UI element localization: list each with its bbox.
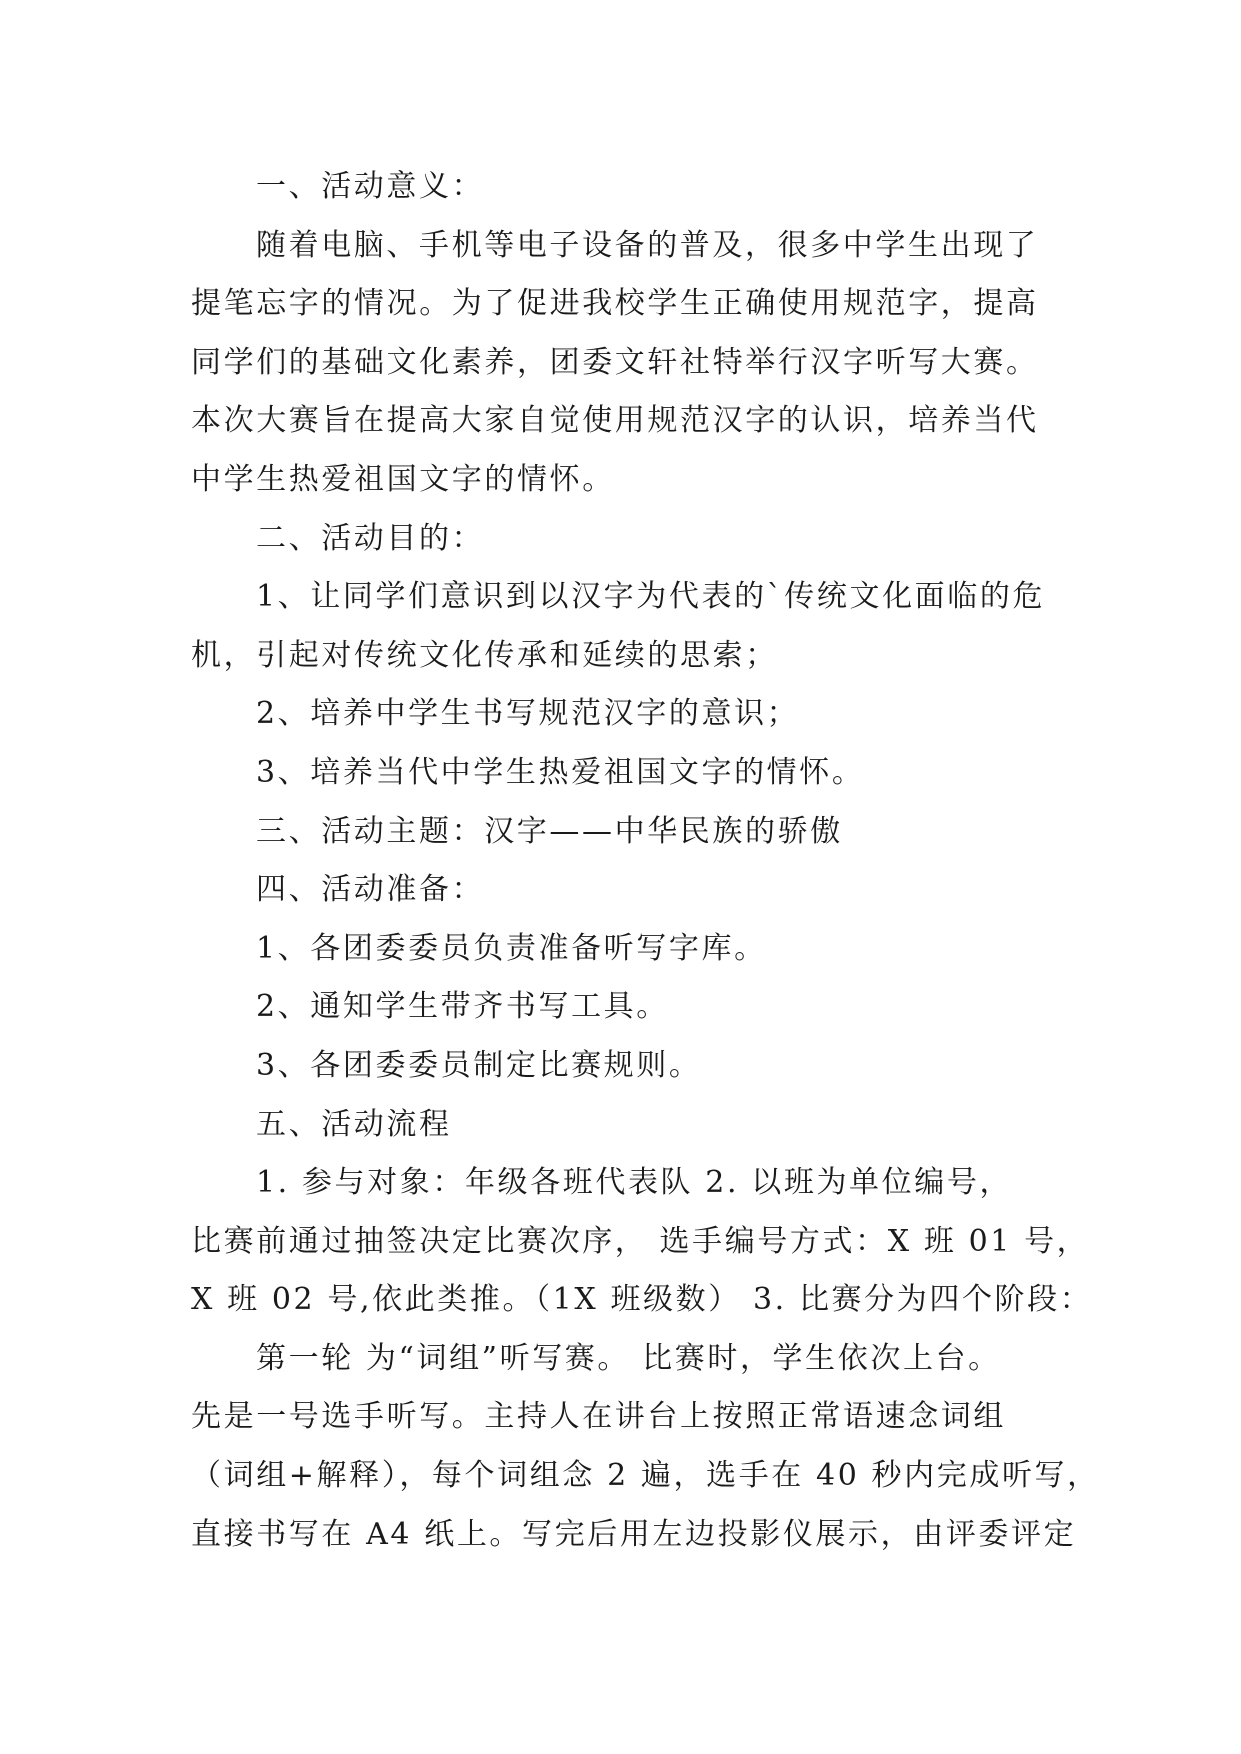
paragraph-line: 机，引起对传统文化传承和延续的思索；	[191, 637, 778, 673]
paragraph-line: 直接书写在 A4 纸上。写完后用左边投影仪展示，由评委评定	[191, 1516, 1077, 1552]
paragraph-line: 1. 参与对象：年级各班代表队 2. 以班为单位编号，	[256, 1165, 1013, 1201]
paragraph-line: 随着电脑、手机等电子设备的普及，很多中学生出现了	[256, 227, 1039, 263]
paragraph-line: 先是一号选手听写。主持人在讲台上按照正常语速念词组	[191, 1399, 1006, 1435]
section-heading-5: 五、活动流程	[256, 1106, 452, 1142]
section-heading-2: 二、活动目的：	[256, 520, 485, 556]
section-heading-1: 一、活动意义：	[256, 169, 485, 204]
paragraph-line: X 班 02 号,依此类推。（1X 班级数） 3. 比赛分为四个阶段：	[191, 1282, 1093, 1318]
paragraph-line: 中学生热爱祖国文字的情怀。	[191, 461, 615, 497]
list-item: 1、让同学们意识到以汉字为代表的`传统文化面临的危	[256, 579, 1046, 615]
paragraph-line: 本次大赛旨在提高大家自觉使用规范汉字的认识，培养当代	[191, 403, 1039, 439]
list-item: 2、通知学生带齐书写工具。	[256, 989, 669, 1025]
paragraph-line: 比赛前通过抽签决定比赛次序， 选手编号方式：X 班 01 号，	[191, 1223, 1090, 1259]
paragraph-line: 第一轮 为“词组”听写赛。 比赛时，学生依次上台。	[256, 1340, 1001, 1376]
list-item: 3、各团委委员制定比赛规则。	[256, 1047, 702, 1083]
section-heading-4: 四、活动准备：	[256, 872, 485, 908]
list-item: 3、培养当代中学生热爱祖国文字的情怀。	[256, 754, 865, 790]
paragraph-line: （词组+解释），每个词组念 2 遍，选手在 40 秒内完成听写，	[191, 1458, 1100, 1494]
paragraph-line: 提笔忘字的情况。为了促进我校学生正确使用规范字，提高	[191, 286, 1039, 322]
document-body	[191, 158, 1100, 1564]
section-heading-3: 三、活动主题：汉字——中华民族的骄傲	[256, 813, 843, 849]
paragraph-line: 同学们的基础文化素养，团委文轩社特举行汉字听写大赛。	[191, 344, 1039, 380]
list-item: 1、各团委委员负责准备听写字库。	[256, 930, 767, 966]
list-item: 2、培养中学生书写规范汉字的意识；	[256, 696, 800, 732]
